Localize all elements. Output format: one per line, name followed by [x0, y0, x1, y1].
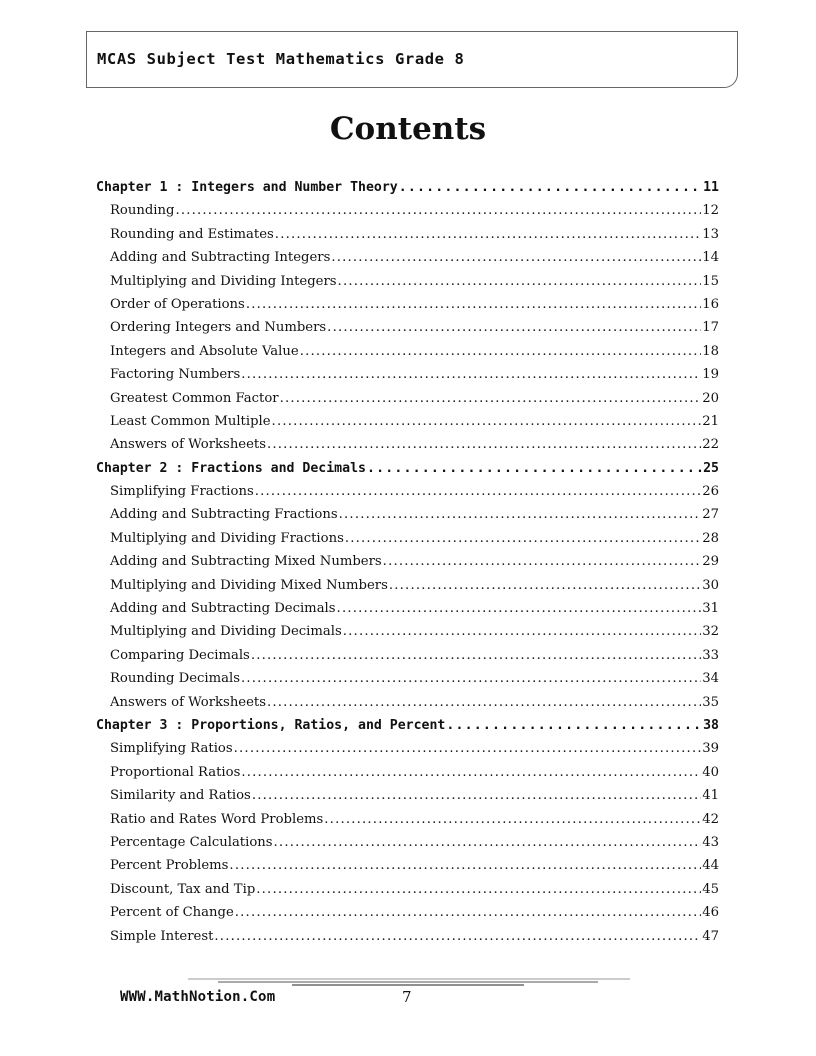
toc-page-number: 42	[702, 811, 719, 827]
footer-website[interactable]: WWW.MathNotion.Com	[120, 989, 276, 1005]
toc-leader-dots	[327, 320, 701, 335]
toc-item-row[interactable]	[96, 250, 719, 273]
toc-item-row[interactable]	[96, 671, 719, 694]
toc-entry-label: Percent of Change	[110, 905, 234, 921]
toc-page-number: 15	[702, 273, 719, 289]
toc-page-number: 32	[702, 624, 719, 640]
toc-entry-label: Chapter 3 : Proportions, Ratios, and Percent	[96, 717, 446, 733]
toc-leader-dots	[339, 507, 702, 522]
toc-page-number: 28	[702, 530, 719, 546]
toc-entry-label: Chapter 2 : Fractions and Decimals	[96, 460, 366, 476]
toc-entry-label: Rounding and Estimates	[110, 226, 274, 242]
toc-leader-dots	[274, 835, 702, 850]
toc-entry-label: Rounding	[110, 203, 175, 219]
toc-page-number: 22	[702, 437, 719, 453]
toc-item-row[interactable]	[96, 554, 719, 577]
toc-entry-label: Similarity and Ratios	[110, 788, 251, 804]
toc-page-number: 18	[702, 343, 719, 359]
page-title: Contents	[329, 111, 487, 147]
toc-page-number: 20	[702, 390, 719, 406]
toc-leader-dots	[337, 601, 702, 616]
toc-item-row[interactable]	[96, 835, 719, 858]
toc-item-row[interactable]	[96, 531, 719, 554]
toc-page-number: 34	[702, 671, 719, 687]
toc-chapter-row[interactable]	[96, 461, 719, 484]
toc-entry-label: Multiplying and Dividing Mixed Numbers	[110, 577, 388, 593]
toc-leader-dots	[345, 531, 701, 546]
toc-item-row[interactable]	[96, 391, 719, 414]
table-of-contents	[96, 180, 719, 952]
toc-leader-dots	[246, 297, 701, 312]
toc-item-row[interactable]	[96, 274, 719, 297]
footer-page-number: 7	[402, 988, 412, 1006]
toc-item-row[interactable]	[96, 812, 719, 835]
toc-page-number: 25	[703, 460, 719, 476]
toc-leader-dots	[234, 741, 702, 756]
toc-page-number: 41	[702, 788, 719, 804]
toc-leader-dots	[241, 671, 701, 686]
toc-page-number: 13	[702, 226, 719, 242]
toc-leader-dots	[229, 858, 701, 873]
toc-leader-dots	[446, 718, 702, 733]
toc-page-number: 39	[702, 741, 719, 757]
toc-entry-label: Ordering Integers and Numbers	[110, 320, 327, 336]
toc-entry-label: Percent Problems	[110, 858, 229, 874]
toc-entry-label: Multiplying and Dividing Decimals	[110, 624, 342, 640]
toc-entry-label: Ratio and Rates Word Problems	[110, 811, 324, 827]
toc-item-row[interactable]	[96, 203, 719, 226]
toc-entry-label: Adding and Subtracting Decimals	[110, 601, 336, 617]
toc-page-number: 44	[702, 858, 719, 874]
toc-page-number: 31	[702, 601, 719, 617]
toc-leader-dots	[367, 461, 702, 476]
toc-leader-dots	[267, 695, 701, 710]
toc-item-row[interactable]	[96, 905, 719, 928]
toc-page-number: 14	[702, 250, 719, 266]
toc-leader-dots	[241, 367, 701, 382]
toc-item-row[interactable]	[96, 507, 719, 530]
toc-leader-dots	[383, 554, 702, 569]
toc-entry-label: Adding and Subtracting Integers	[110, 250, 331, 266]
toc-item-row[interactable]	[96, 741, 719, 764]
toc-page-number: 29	[702, 554, 719, 570]
toc-item-row[interactable]	[96, 484, 719, 507]
toc-item-row[interactable]	[96, 695, 719, 718]
toc-leader-dots	[175, 203, 701, 218]
toc-leader-dots	[256, 882, 701, 897]
toc-entry-label: Multiplying and Dividing Integers	[110, 273, 337, 289]
toc-item-row[interactable]	[96, 227, 719, 250]
toc-item-row[interactable]	[96, 648, 719, 671]
toc-page-number: 43	[702, 834, 719, 850]
toc-page-number: 46	[702, 905, 719, 921]
toc-item-row[interactable]	[96, 344, 719, 367]
toc-item-row[interactable]	[96, 437, 719, 460]
toc-entry-label: Answers of Worksheets	[110, 694, 266, 710]
toc-entry-label: Greatest Common Factor	[110, 390, 279, 406]
toc-leader-dots	[331, 250, 701, 265]
toc-page-number: 17	[702, 320, 719, 336]
toc-item-row[interactable]	[96, 624, 719, 647]
header-box	[86, 31, 738, 88]
footer-divider	[0, 978, 816, 988]
toc-leader-dots	[300, 344, 702, 359]
toc-page-number: 40	[702, 764, 719, 780]
toc-leader-dots	[389, 578, 701, 593]
toc-entry-label: Adding and Subtracting Fractions	[110, 507, 338, 523]
toc-leader-dots	[343, 624, 701, 639]
toc-leader-dots	[324, 812, 701, 827]
toc-entry-label: Discount, Tax and Tip	[110, 881, 256, 897]
toc-entry-label: Comparing Decimals	[110, 647, 250, 663]
toc-item-row[interactable]	[96, 765, 719, 788]
toc-entry-label: Percentage Calculations	[110, 834, 273, 850]
toc-item-row[interactable]	[96, 414, 719, 437]
toc-leader-dots	[275, 227, 701, 242]
toc-leader-dots	[252, 788, 701, 803]
toc-entry-label: Rounding Decimals	[110, 671, 240, 687]
toc-entry-label: Least Common Multiple	[110, 413, 271, 429]
toc-page-number: 47	[702, 928, 719, 944]
toc-page-number: 11	[703, 180, 719, 195]
toc-item-row[interactable]	[96, 858, 719, 881]
toc-page-number: 35	[702, 694, 719, 710]
toc-entry-label: Adding and Subtracting Mixed Numbers	[110, 554, 382, 570]
toc-leader-dots	[280, 391, 702, 406]
toc-entry-label: Proportional Ratios	[110, 764, 241, 780]
toc-page-number: 45	[702, 881, 719, 897]
toc-leader-dots	[338, 274, 702, 289]
toc-item-row[interactable]	[96, 929, 719, 952]
toc-chapter-row[interactable]	[96, 718, 719, 741]
toc-item-row[interactable]	[96, 578, 719, 601]
toc-item-row[interactable]	[96, 601, 719, 624]
toc-entry-label: Factoring Numbers	[110, 367, 241, 383]
toc-chapter-row[interactable]	[96, 180, 719, 203]
toc-page-number: 30	[702, 577, 719, 593]
toc-page-number: 21	[702, 413, 719, 429]
toc-page-number: 16	[702, 296, 719, 312]
toc-leader-dots	[214, 929, 701, 944]
toc-leader-dots	[267, 437, 701, 452]
toc-page-number: 27	[702, 507, 719, 523]
toc-item-row[interactable]	[96, 882, 719, 905]
toc-entry-label: Simplifying Ratios	[110, 741, 233, 757]
toc-entry-label: Order of Operations	[110, 296, 245, 312]
toc-entry-label: Integers and Absolute Value	[110, 343, 299, 359]
book-title: MCAS Subject Test Mathematics Grade 8	[97, 50, 465, 68]
toc-leader-dots	[251, 648, 701, 663]
toc-entry-label: Answers of Worksheets	[110, 437, 266, 453]
toc-leader-dots	[255, 484, 701, 499]
toc-entry-label: Simple Interest	[110, 928, 214, 944]
toc-item-row[interactable]	[96, 320, 719, 343]
toc-item-row[interactable]	[96, 367, 719, 390]
toc-item-row[interactable]	[96, 297, 719, 320]
toc-item-row[interactable]	[96, 788, 719, 811]
toc-entry-label: Multiplying and Dividing Fractions	[110, 530, 344, 546]
toc-leader-dots	[235, 905, 701, 920]
toc-entry-label: Chapter 1 : Integers and Number Theory	[96, 180, 398, 195]
toc-page-number: 26	[702, 484, 719, 500]
toc-page-number: 38	[703, 717, 719, 733]
toc-leader-dots	[241, 765, 701, 780]
toc-leader-dots	[272, 414, 702, 429]
toc-page-number: 12	[702, 203, 719, 219]
toc-page-number: 19	[702, 367, 719, 383]
toc-entry-label: Simplifying Fractions	[110, 484, 254, 500]
toc-leader-dots	[399, 180, 702, 195]
toc-page-number: 33	[702, 647, 719, 663]
